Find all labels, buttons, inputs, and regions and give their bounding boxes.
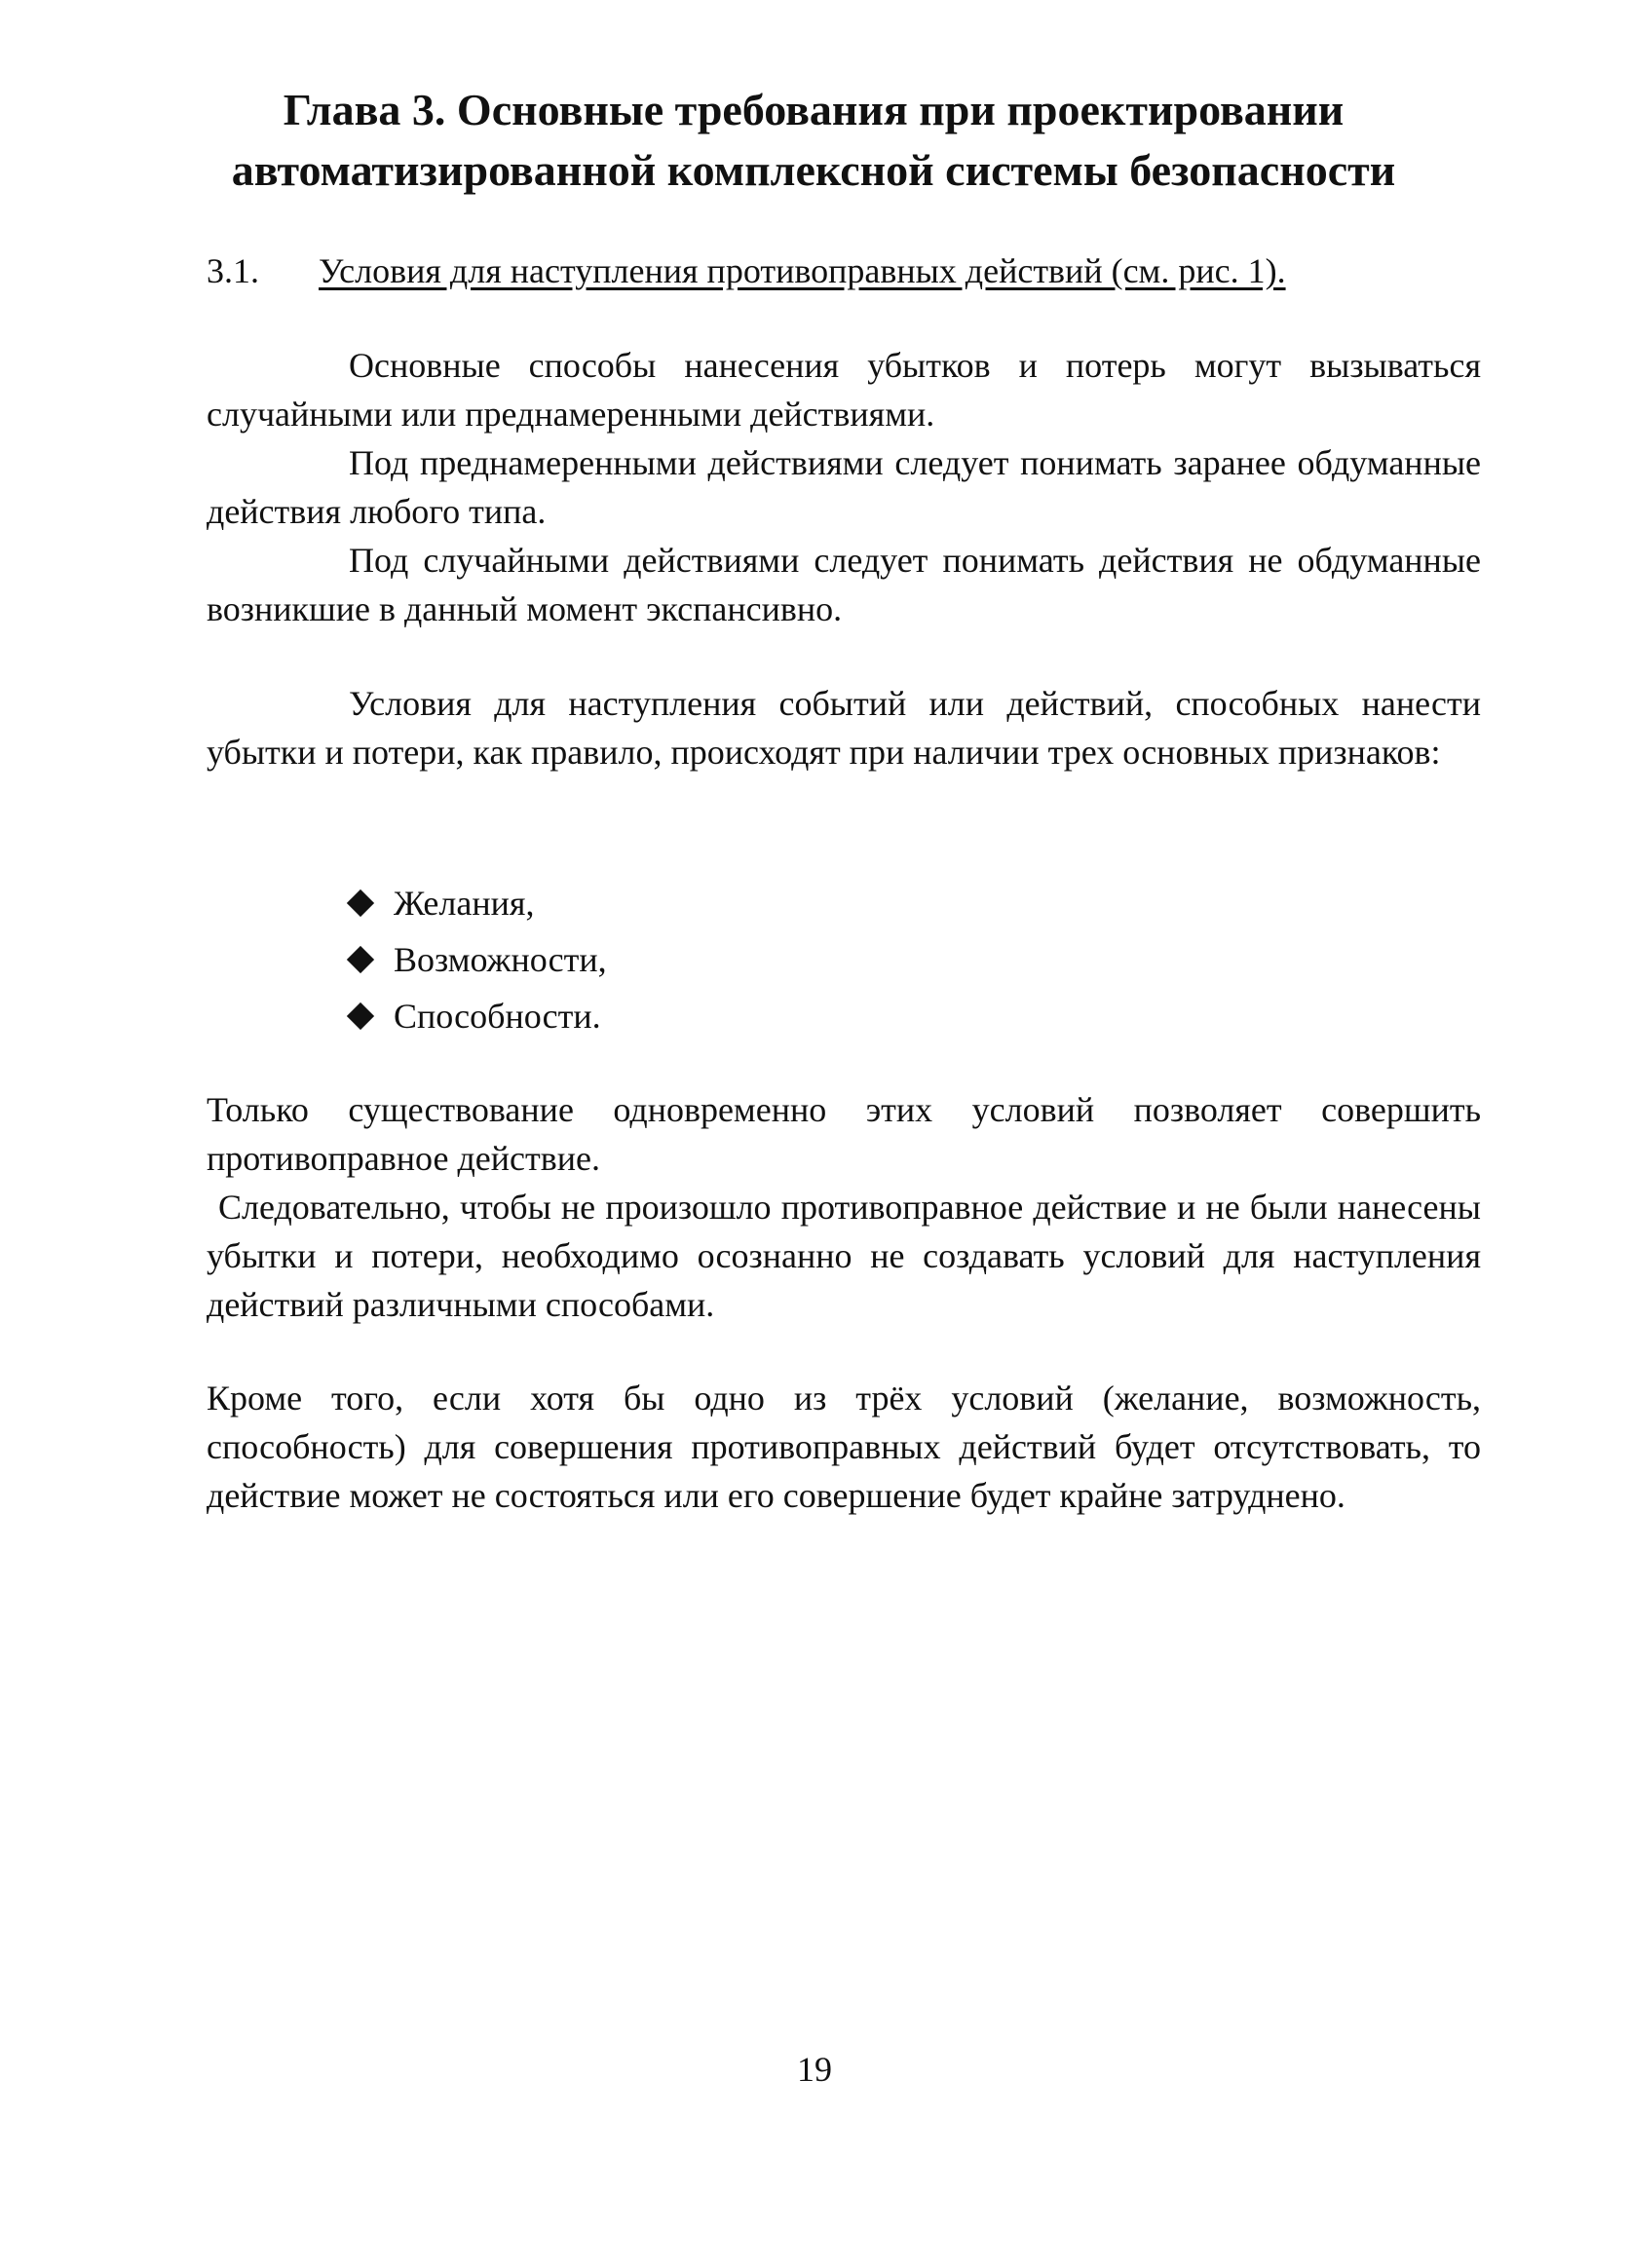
conditions-list <box>347 875 607 1044</box>
section-title: Условия для наступления противоправных действий (см. рис. 1). <box>319 251 1286 290</box>
paragraph-5: Только существование одновременно этих условий позволяет совершить противоправное действие. <box>207 1090 1481 1178</box>
paragraph-3: Под случайными действиями следует понимать действия не обдуманные возникшие в данный момент экспансивно. <box>207 541 1481 628</box>
list-item <box>347 931 607 988</box>
list-item <box>347 988 607 1044</box>
list-item-label: Возможности, <box>394 940 607 979</box>
list-item <box>347 875 607 931</box>
paragraph-7: Кроме того, если хотя бы одно из трёх условий (желание, возможность, способность) для совершения противоправных действий будет отсутствовать, то действие может не состояться или его совершение будет крайне затруднено. <box>207 1379 1481 1515</box>
diamond-bullet-icon <box>347 1002 374 1030</box>
paragraph-2: Под преднамеренными действиями следует понимать заранее обдуманные действия любого типа. <box>207 443 1481 531</box>
list-item-label: Способности. <box>394 997 601 1036</box>
diamond-bullet-icon <box>347 889 374 917</box>
paragraph-1: Основные способы нанесения убытков и потерь могут вызываться случайными или преднамеренными действиями. <box>207 346 1481 434</box>
paragraph-6: Следовательно, чтобы не произошло противоправное действие и не были нанесены убытки и потери, необходимо осознанно не создавать условий для наступления действий различными способами. <box>207 1188 1481 1324</box>
list-item-label: Желания, <box>394 884 535 923</box>
chapter-title: Глава 3. Основные требования при проектировании автоматизированной комплексной системы безопасности <box>231 85 1396 195</box>
section-heading <box>207 247 1286 294</box>
paragraph-4: Условия для наступления событий или действий, способных нанести убытки и потери, как правило, происходят при наличии трех основных признаков: <box>207 684 1481 772</box>
page-number: 19 <box>797 2050 832 2089</box>
section-number: 3.1. <box>207 251 259 290</box>
diamond-bullet-icon <box>347 946 374 973</box>
